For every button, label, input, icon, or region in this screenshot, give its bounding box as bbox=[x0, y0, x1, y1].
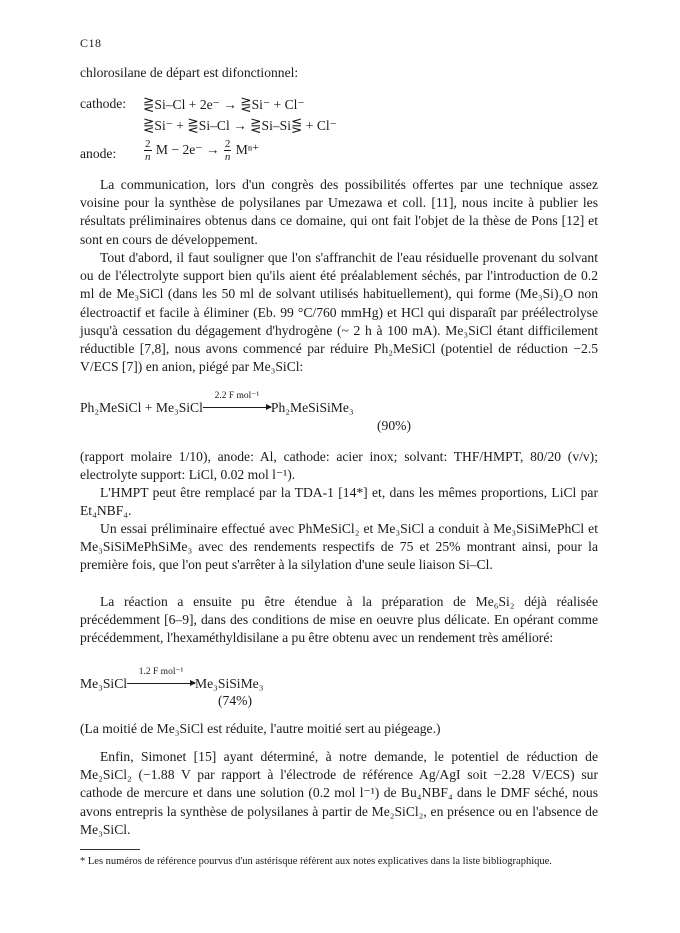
cathode-label: cathode: bbox=[80, 96, 127, 111]
page-number: C18 bbox=[80, 36, 102, 50]
cathode-equation-1: ⋛Si–Cl + 2e⁻ → ⋛Si⁻ + Cl⁻ bbox=[143, 97, 305, 112]
reaction-1-rhs: Ph₂MeSiSiMe₃ bbox=[270, 400, 354, 415]
anode-fraction-1: $\frac{2}{n}$ bbox=[145, 138, 151, 164]
paragraph-6: La réaction a ensuite pu être étendue à la préparation de Me₆Si₂ déjà réalisée précédemment [6–9], dans des conditions de mise en oeuvre plus délicate. En opérant comme précédemment, l'hexaméthyldisilane a pu être obtenu avec un rendement très amélioré: bbox=[80, 594, 598, 646]
anode-mid: M − 2e⁻ → bbox=[155, 142, 220, 157]
reaction-2-lhs: Me₃SiCl bbox=[80, 676, 128, 691]
paragraph-5: Un essai préliminaire effectué avec PhMeSiCl₂ et Me₃SiCl a conduit à Me₃SiSiMePhCl et Me₃SiSiMePhSiMe₃ avec des rendements respectifs de 75 et 25% montrant ainsi, pour la première fois, que l'on peut s'arrêter à la silylation d'une seule liaison Si–Cl. bbox=[80, 521, 598, 573]
anode-end: Mⁿ⁺ bbox=[235, 142, 260, 157]
paragraph-2: Tout d'abord, il faut souligner que l'on s'affranchit de l'eau résiduelle provenant du solvant ou de l'électrolyte support bien qu'ils aient été préalablement séchés, par l'introduction de 0.2 ml de Me₃SiCl (dans les 50 ml de solvant utilisés habituellement), qui forme (Me₃Si)₂O non électroactif et facile à éliminer (Eb. 99 °C/760 mmHg) et HCl qui disparaît par préélectrolyse jusqu'à cessation du dégagement d'hydrogène (~ 2 h à 100 mA). Me₃SiCl étant difficilement réductible [7,8], nous avons commencé par réduire Ph₂MeSiCl (potentiel de réduction −2.5 V/ECS [7]) en anion, piégé par Me₃SiCl: bbox=[80, 250, 598, 375]
paragraph-3: (rapport molaire 1/10), anode: Al, cathode: acier inox; solvant: THF/HMPT, 80/20 (v/v); electrolyte support: LiCl, 0.02 mol l⁻¹). bbox=[80, 449, 598, 483]
paragraph-1: La communication, lors d'un congrès des possibilités offertes par une technique assez voisine pour la synthèse de polysilanes par Umezawa et coll. [11], nous incite à publier les résultats préliminaires obtenus dans ce domaine, qui ont fait l'objet de la thèse de Pons [12] et sont en cours de développement. bbox=[80, 177, 598, 247]
reaction-2-yield: (74%) bbox=[218, 693, 252, 708]
footnote-rule bbox=[80, 849, 140, 850]
reaction-2-arrow bbox=[127, 667, 195, 692]
footnote: * Les numéros de référence pourvus d'un astérisque réfèrent aux notes explicatives dans la liste bibliographique. bbox=[80, 856, 552, 867]
reaction-1-arrow-label: 2.2 F mol⁻¹ bbox=[214, 391, 260, 401]
anode-label: anode: bbox=[80, 146, 117, 161]
reaction-2 bbox=[80, 667, 264, 692]
intro-line: chlorosilane de départ est difonctionnel: bbox=[80, 65, 299, 80]
reaction-1 bbox=[80, 391, 354, 416]
reaction-1-yield: (90%) bbox=[377, 418, 411, 433]
anode-fraction-2: $\frac{2}{n}$ bbox=[224, 138, 231, 164]
paragraph-8: Enfin, Simonet [15] ayant déterminé, à notre demande, le potentiel de réduction de Me₂SiCl₂ (−1.88 V par rapport à l'électrode de référence Ag/AgI soit −2.28 V/ECS) sur cathode de mercure et dans une solution (0.2 mol l⁻¹) de Bu₄NBF₄ dans le DMF séché, nous avons entrepris la synthèse de polysilanes à partir de Me₂SiCl₂, en présence ou en l'absence de Me₃SiCl. bbox=[80, 749, 598, 837]
anode-equation bbox=[143, 138, 259, 163]
paragraph-7: (La moitié de Me₃SiCl est réduite, l'autre moitié sert au piégeage.) bbox=[80, 721, 441, 736]
reaction-1-arrow bbox=[203, 391, 271, 416]
paragraph-4: L'HMPT peut être remplacé par la TDA-1 [14*] et, dans les mêmes proportions, LiCl par Et₄NBF₄. bbox=[80, 485, 598, 519]
reaction-2-rhs: Me₃SiSiMe₃ bbox=[195, 676, 264, 691]
reaction-2-arrow-label: 1.2 F mol⁻¹ bbox=[138, 667, 184, 677]
cathode-equation-2: ⋛Si⁻ + ⋛Si–Cl → ⋛Si–Si⋚ + Cl⁻ bbox=[143, 118, 337, 133]
reaction-1-lhs: Ph₂MeSiCl + Me₃SiCl bbox=[80, 400, 203, 415]
